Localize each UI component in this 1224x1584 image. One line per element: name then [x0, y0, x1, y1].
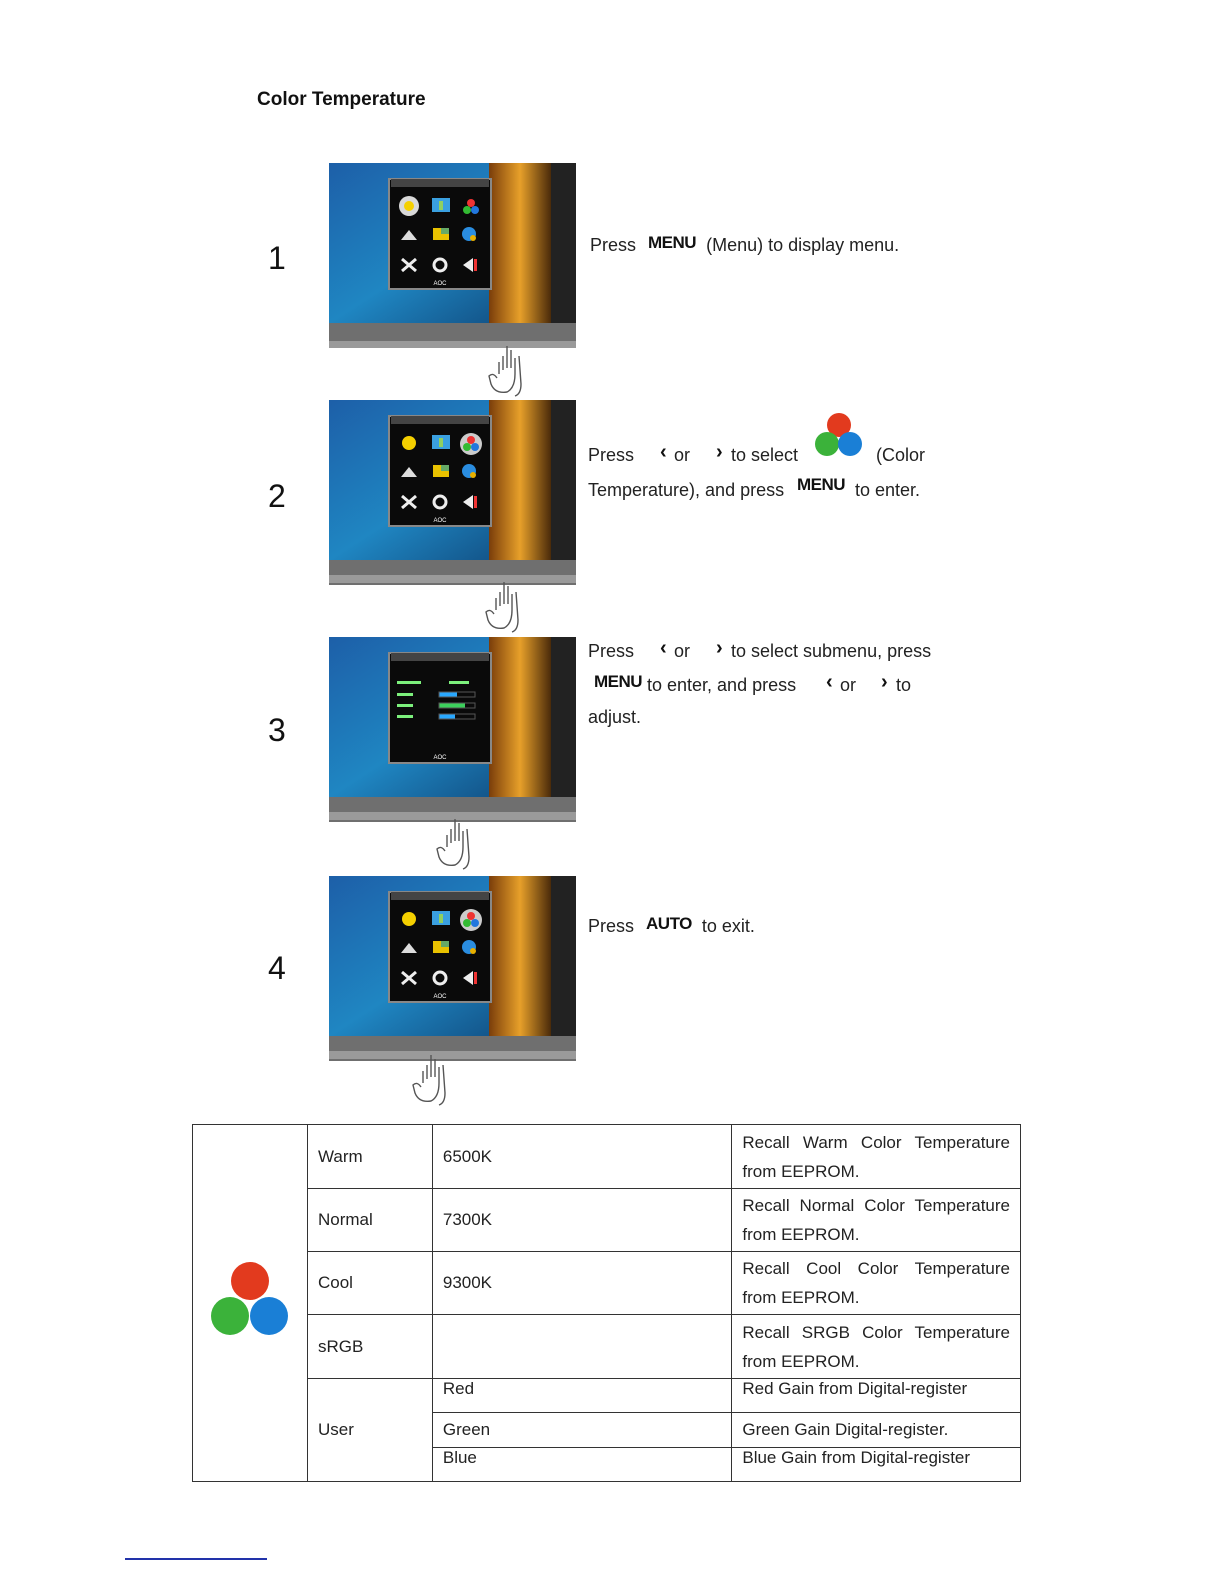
mode-description: Recall SRGB Color Temperature from EEPROM. — [732, 1315, 1021, 1379]
step-4-monitor-image — [329, 876, 576, 1061]
user-channel-name: Green — [432, 1413, 732, 1448]
step-2-number: 2 — [268, 478, 286, 514]
osd-brand: AOC — [433, 994, 447, 1000]
mode-description: Recall Normal Color Temperature from EEPROM. — [732, 1189, 1021, 1252]
left-arrow-icon: ‹ — [660, 637, 667, 659]
menu-key-label: MENU — [594, 672, 643, 691]
user-channel-name: Blue — [432, 1448, 732, 1482]
finger-press-icon — [409, 1053, 453, 1107]
to-select-label: to select — [731, 445, 799, 465]
instruction-text: (Menu) to display menu. — [706, 235, 900, 255]
mode-value: 7300K — [432, 1189, 732, 1252]
temperature-label: Temperature), and press — [588, 480, 785, 500]
mode-value: 6500K — [432, 1125, 732, 1189]
user-channel-description: Red Gain from Digital-register — [732, 1379, 1021, 1413]
right-arrow-icon: › — [716, 441, 723, 463]
step-2-monitor-image — [329, 400, 576, 585]
table-row — [193, 1379, 1021, 1413]
step-4-instruction — [588, 909, 755, 944]
right-arrow-icon: › — [881, 671, 888, 693]
finger-press-icon — [433, 817, 477, 871]
adjust-label: adjust. — [588, 707, 642, 727]
right-arrow-icon: › — [716, 637, 723, 659]
mode-description: Recall Cool Color Temperature from EEPROM. — [732, 1252, 1021, 1315]
to-exit-label: to exit. — [701, 916, 755, 936]
color-temperature-table — [192, 1124, 1021, 1482]
mode-name: User — [307, 1379, 432, 1482]
step-1-instruction — [590, 228, 899, 263]
footer-divider — [125, 1558, 267, 1560]
step-1-number: 1 — [268, 240, 286, 276]
step-2-instruction — [588, 408, 948, 502]
osd-brand: AOC — [433, 518, 447, 524]
table-row — [193, 1252, 1021, 1315]
auto-key-label: AUTO — [646, 914, 692, 933]
step-3-monitor-image — [329, 637, 576, 822]
menu-key-label: MENU — [648, 233, 697, 252]
page-title: Color Temperature — [257, 89, 426, 110]
mode-name: Normal — [307, 1189, 432, 1252]
or-label: or — [674, 445, 691, 465]
user-channel-name: Red — [432, 1379, 732, 1413]
step-3-instruction — [588, 634, 968, 736]
or-label: or — [840, 675, 857, 695]
table-row — [193, 1315, 1021, 1379]
or-label: or — [674, 641, 691, 661]
user-channel-description: Blue Gain from Digital-register — [732, 1448, 1021, 1482]
table-row — [193, 1189, 1021, 1252]
press-label: Press — [588, 641, 635, 661]
mode-value: 9300K — [432, 1252, 732, 1315]
mode-name: Cool — [307, 1252, 432, 1315]
to-label: to — [896, 675, 912, 695]
to-enter-label: to enter. — [855, 480, 921, 500]
step-4-number: 4 — [268, 950, 286, 986]
mode-description: Recall Warm Color Temperature from EEPROM. — [732, 1125, 1021, 1189]
osd-brand: AOC — [433, 281, 447, 287]
osd-brand: AOC — [433, 755, 447, 761]
user-channel-description: Green Gain Digital-register. — [732, 1413, 1021, 1448]
step-3-number: 3 — [268, 712, 286, 748]
step-1-monitor-image — [329, 163, 576, 348]
mode-name: sRGB — [307, 1315, 432, 1379]
finger-press-icon — [485, 344, 529, 398]
press-label: Press — [588, 445, 635, 465]
press-label: Press — [590, 235, 637, 255]
to-enter-label: to enter, and press — [647, 675, 797, 695]
color-label: (Color — [876, 445, 926, 465]
color-temperature-icon — [813, 410, 865, 460]
left-arrow-icon: ‹ — [826, 671, 833, 693]
mode-name: Warm — [307, 1125, 432, 1189]
menu-key-label: MENU — [797, 475, 846, 494]
select-submenu-label: to select submenu, press — [731, 641, 932, 661]
color-temperature-icon — [208, 1261, 292, 1341]
press-label: Press — [588, 916, 635, 936]
color-temperature-icon-cell — [193, 1125, 308, 1482]
left-arrow-icon: ‹ — [660, 441, 667, 463]
table-row — [193, 1125, 1021, 1189]
mode-value — [432, 1315, 732, 1379]
finger-press-icon — [482, 580, 526, 634]
